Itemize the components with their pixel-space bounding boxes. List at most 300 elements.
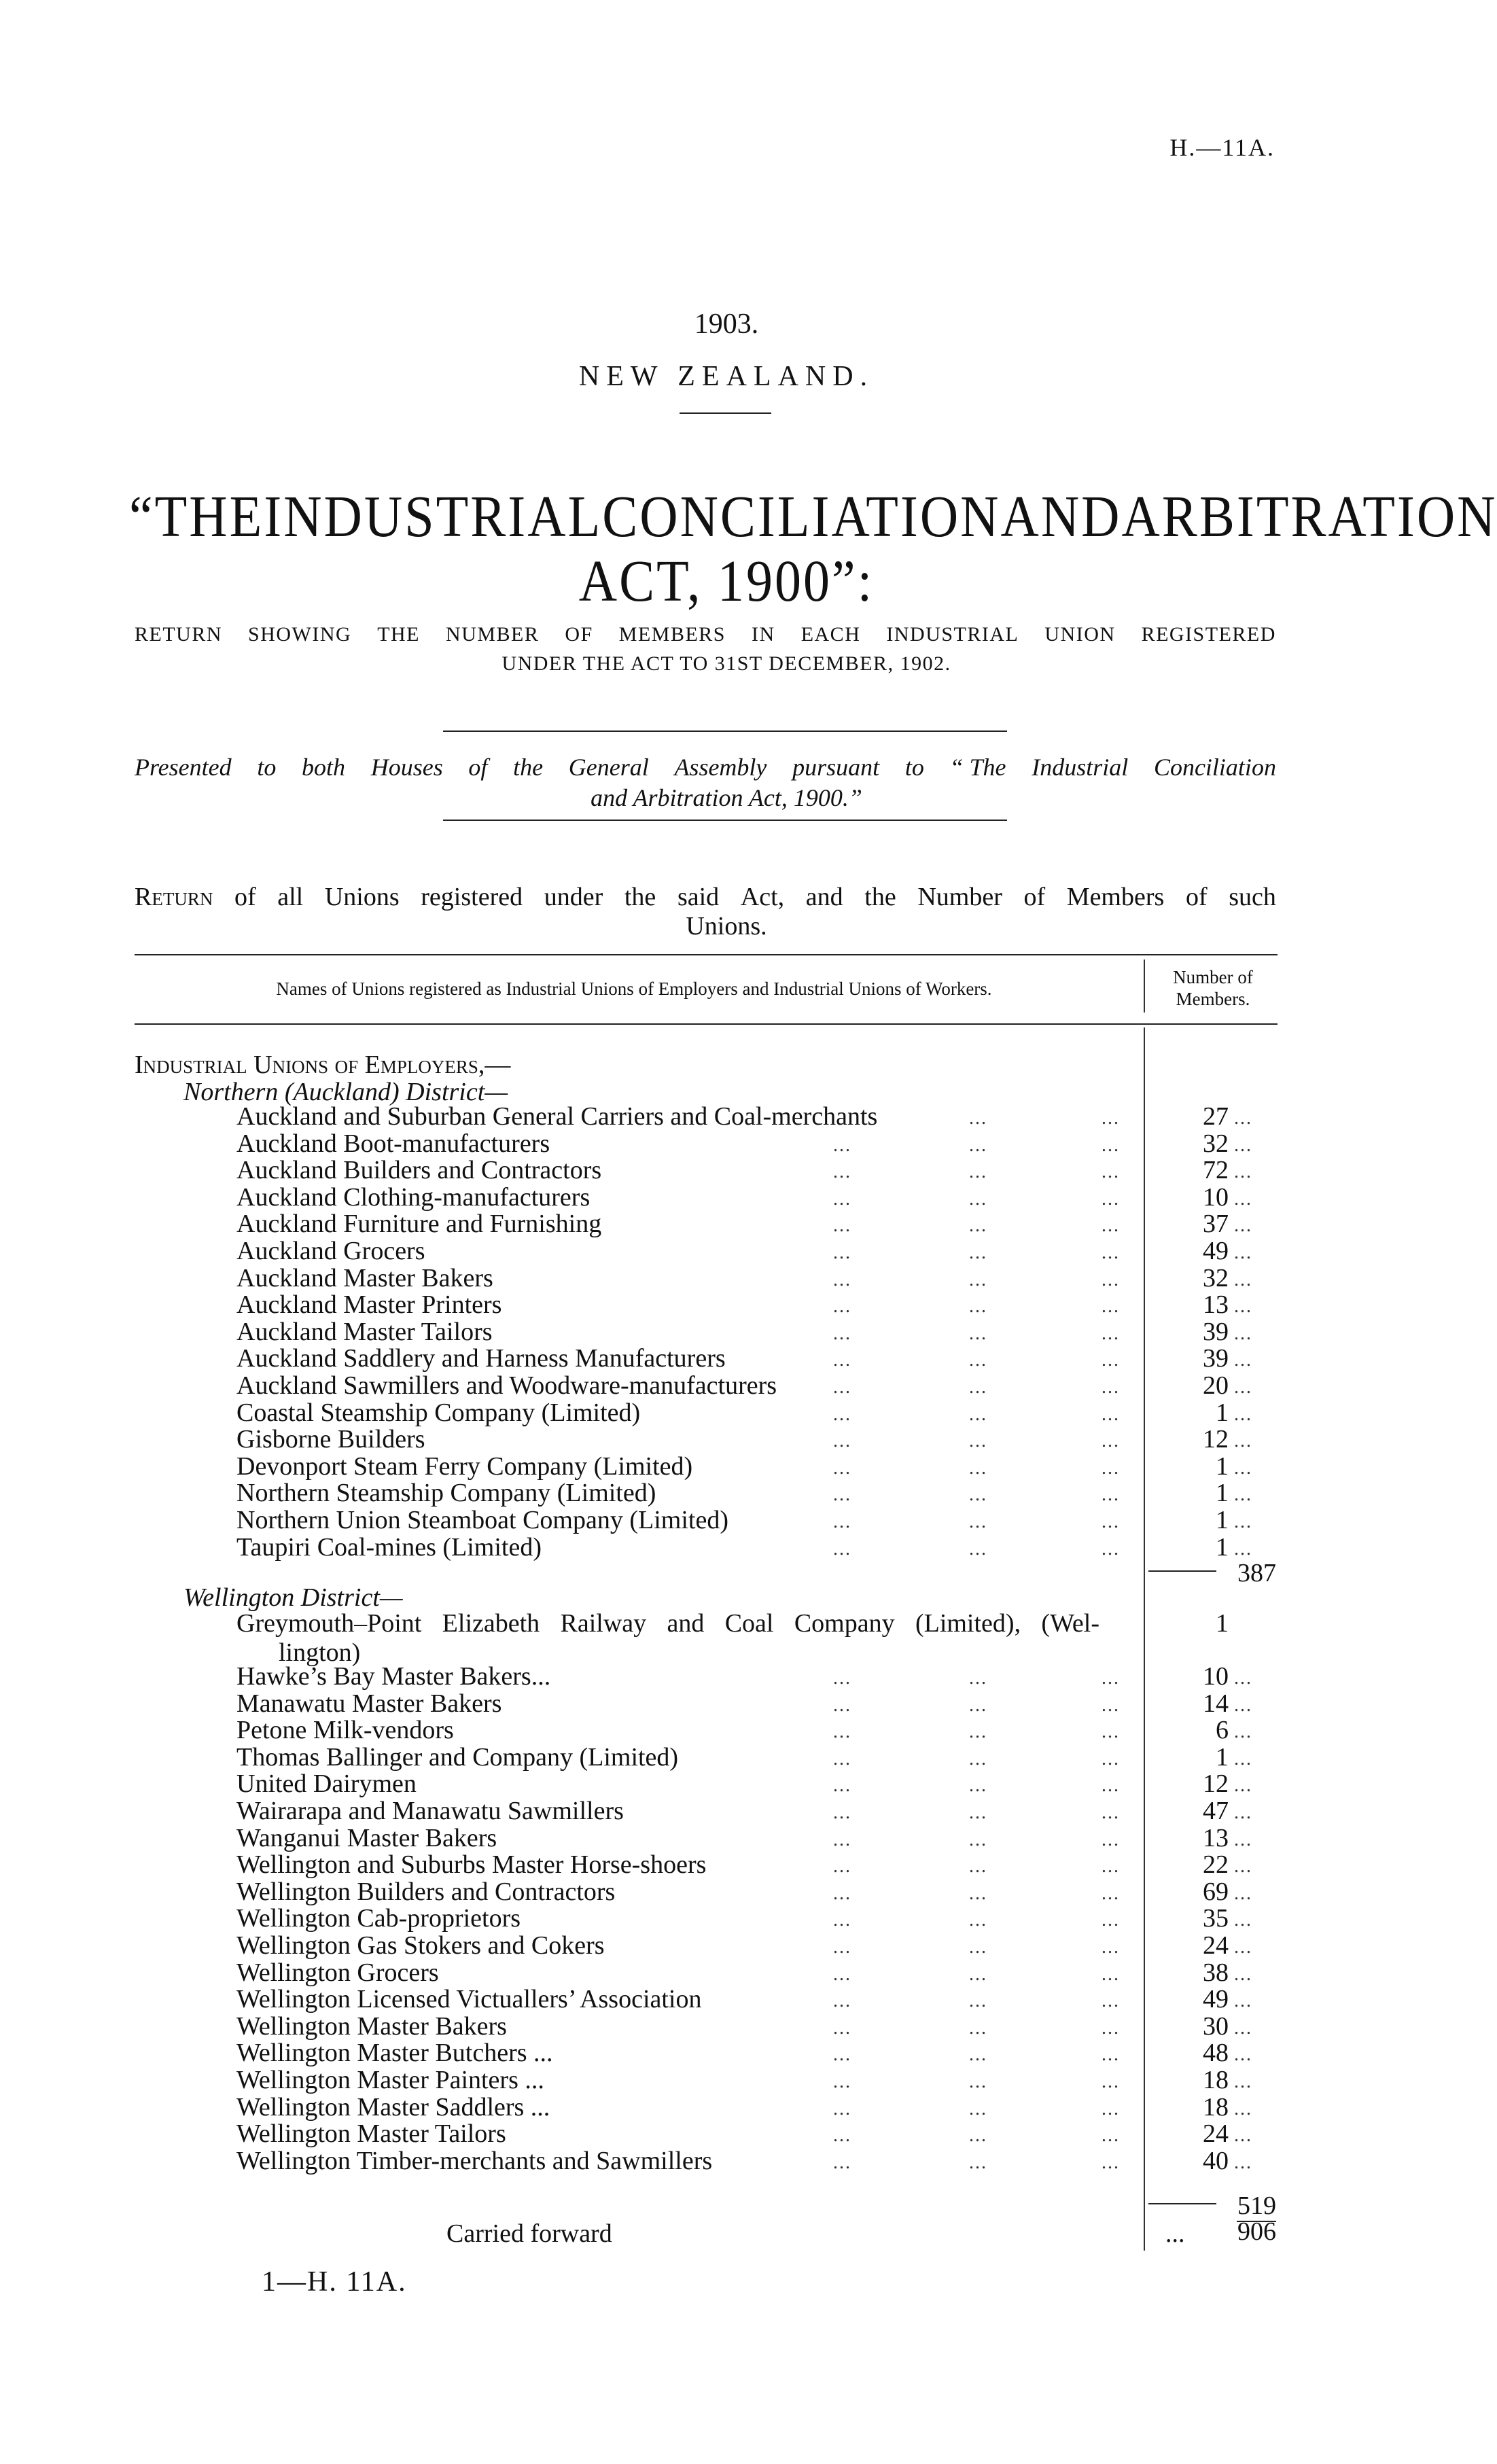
dot-leader: ... <box>1234 1296 1252 1318</box>
dot-leader: ... <box>1102 1296 1120 1318</box>
member-count: 1 <box>1216 1506 1229 1534</box>
return-word: of <box>1023 883 1046 911</box>
dot-leader: ... <box>969 2125 987 2147</box>
member-count: 1 <box>1216 1532 1229 1562</box>
table-row <box>0 2148 1453 2175</box>
presented-word: to <box>904 754 924 781</box>
dot-leader: ... <box>1234 1882 1252 1904</box>
header-column-divider <box>1144 960 1145 1013</box>
subtitle-word: SHOWING <box>248 623 352 646</box>
table-row <box>0 1933 1453 1959</box>
union-name: Auckland Master Printers <box>236 1290 502 1320</box>
presented-word: of <box>468 754 488 781</box>
subtitle-word: MEMBERS <box>618 623 726 646</box>
table-header-rule <box>135 1023 1278 1025</box>
dot-leader: ... <box>969 1538 987 1560</box>
dot-leader: ... <box>969 1215 987 1237</box>
dot-leader: ... <box>969 1377 987 1398</box>
member-count: 22 <box>1203 1850 1229 1880</box>
dot-leader: ... <box>1234 2151 1252 2173</box>
return-description-line2: Unions. <box>686 912 767 940</box>
dot-leader: ... <box>969 1188 987 1210</box>
dot-leader: ... <box>1234 1269 1252 1290</box>
table-row <box>236 1611 1229 1637</box>
return-word: Act, <box>740 883 785 911</box>
dot-leader: ... <box>1234 1350 1252 1371</box>
northern-subtotal-rule <box>1148 1570 1216 1572</box>
presented-word: Presented <box>135 754 232 781</box>
subtitle-word: THE <box>377 623 421 646</box>
column-header-members-line2: Members. <box>1176 989 1250 1009</box>
table-row <box>0 1131 1453 1157</box>
dot-leader: ... <box>1102 1748 1120 1770</box>
table-row <box>0 1664 1453 1690</box>
dot-leader: ... <box>1102 2098 1120 2119</box>
member-count: 20 <box>1203 1371 1229 1400</box>
dot-leader: ... <box>1102 1802 1120 1823</box>
member-count: 10 <box>1203 1662 1229 1691</box>
presented-word: Houses <box>370 754 443 781</box>
carried-forward-total: 906 <box>1237 2217 1276 2246</box>
dot-leader: ... <box>1102 1269 1120 1290</box>
dot-leader: ... <box>833 1350 851 1371</box>
subtitle-word: REGISTERED <box>1141 623 1276 646</box>
table-row <box>0 1852 1453 1878</box>
document-reference: H.—11A. <box>1169 134 1275 161</box>
member-count: 72 <box>1203 1156 1229 1185</box>
dot-leader: ... <box>833 1856 851 1878</box>
dot-leader: ... <box>833 1134 851 1156</box>
dot-leader: ... <box>1102 1511 1120 1532</box>
presented-word: Conciliation <box>1153 754 1276 781</box>
presented-word: to <box>257 754 277 781</box>
union-name: Auckland Sawmillers and Woodware-manufacturers <box>236 1371 777 1400</box>
union-name-word: (Wel- <box>1041 1609 1099 1638</box>
subtitle-word: EACH <box>800 623 861 646</box>
dot-leader: ... <box>1102 1721 1120 1743</box>
table-row <box>0 1345 1453 1372</box>
country-heading: NEW ZEALAND. <box>578 361 875 392</box>
union-name: Thomas Ballinger and Company (Limited) <box>236 1742 679 1772</box>
dot-leader: ... <box>1234 1802 1252 1823</box>
union-name: Wellington Master Tailors <box>236 2119 506 2149</box>
dot-leader: ... <box>1102 1937 1120 1958</box>
dot-leader: ... <box>1102 1403 1120 1425</box>
carried-forward-label: Carried forward <box>446 2219 612 2248</box>
dot-leader: ... <box>1234 1963 1252 1985</box>
dot-leader: ... <box>833 2017 851 2039</box>
document-year: 1903. <box>694 309 759 340</box>
union-name: Auckland Master Bakers <box>236 1263 493 1292</box>
union-name: Hawke’s Bay Master Bakers... <box>236 1662 551 1691</box>
dot-leader: ... <box>1102 1829 1120 1850</box>
member-count: 14 <box>1203 1689 1229 1718</box>
dot-leader: ... <box>1102 1775 1120 1797</box>
table-row <box>0 1480 1453 1507</box>
dot-leader: ... <box>1102 1350 1120 1371</box>
member-count: 6 <box>1216 1716 1229 1745</box>
member-count: 39 <box>1203 1317 1229 1346</box>
column-header-members-line1: Number of <box>1173 967 1253 987</box>
member-count: 49 <box>1203 1237 1229 1265</box>
dot-leader: ... <box>833 1403 851 1425</box>
member-count: 10 <box>1203 1182 1229 1212</box>
dot-leader: ... <box>969 1909 987 1931</box>
union-name: Wairarapa and Manawatu Sawmillers <box>236 1797 624 1825</box>
table-row <box>0 1798 1453 1825</box>
union-name: Auckland Clothing-manufacturers <box>236 1182 591 1212</box>
dot-leader: ... <box>969 2044 987 2066</box>
dot-leader: ... <box>1234 1668 1252 1689</box>
return-subtitle-line1 <box>135 623 1276 646</box>
presented-word: Industrial <box>1032 754 1129 781</box>
dot-leaders <box>0 1717 1252 1744</box>
dot-leader: ... <box>1234 1430 1252 1452</box>
column-header-names: Names of Unions registered as Industrial Unions of Employers and Industrial Unions of Workers. <box>276 979 992 999</box>
table-row <box>0 1960 1453 1986</box>
dot-leader: ... <box>969 1694 987 1716</box>
dot-leader: ... <box>1102 1134 1120 1156</box>
dot-leader: ... <box>1102 2044 1120 2066</box>
return-first-word: Return <box>135 883 213 911</box>
return-word: the <box>624 883 656 911</box>
table-row <box>0 1373 1453 1399</box>
dot-leader: ... <box>833 1748 851 1770</box>
member-count: 30 <box>1203 2011 1229 2041</box>
dot-leader: ... <box>1234 2125 1252 2147</box>
dot-leader: ... <box>833 1963 851 1985</box>
dot-leader: ... <box>1102 1694 1120 1716</box>
dot-leader: ... <box>833 1457 851 1479</box>
union-name: Auckland Grocers <box>236 1237 425 1265</box>
table-row <box>0 1426 1453 1453</box>
table-row <box>0 1292 1453 1318</box>
table-row <box>0 1986 1453 2013</box>
district-heading-wellington: Wellington District— <box>183 1583 403 1612</box>
union-name-word: (Limited), <box>915 1609 1021 1638</box>
dot-leader: ... <box>969 1108 987 1129</box>
presented-word: Assembly <box>674 754 767 781</box>
dot-leader: ... <box>1234 1484 1252 1506</box>
dot-leader: ... <box>833 1296 851 1318</box>
divider-presented <box>443 820 1007 821</box>
dot-leader: ... <box>969 1457 987 1479</box>
table-row <box>0 1265 1453 1292</box>
return-word: such <box>1229 883 1276 911</box>
dot-leader: ... <box>1234 1188 1252 1210</box>
table-row <box>0 1744 1453 1771</box>
dot-leaders <box>0 1534 1252 1561</box>
dot-leader: ... <box>1234 2098 1252 2119</box>
divider-subtitle <box>443 731 1007 732</box>
member-count: 40 <box>1203 2146 1229 2175</box>
dot-leader: ... <box>969 1882 987 1904</box>
table-row <box>0 1534 1453 1561</box>
dot-leader: ... <box>1102 1538 1120 1560</box>
presented-word: both <box>302 754 346 781</box>
dot-leader: ... <box>969 1937 987 1958</box>
dot-leader: ... <box>1234 1215 1252 1237</box>
dot-leader: ... <box>969 1296 987 1318</box>
dot-leader: ... <box>1234 1242 1252 1263</box>
dot-leader: ... <box>1102 2071 1120 2092</box>
return-word: and <box>805 883 843 911</box>
dot-leader: ... <box>1234 1108 1252 1129</box>
dot-leader: ... <box>1234 2017 1252 2039</box>
dot-leader: ... <box>1234 1856 1252 1878</box>
dot-leader: ... <box>1102 1430 1120 1452</box>
dot-leader: ... <box>1102 1161 1120 1183</box>
dot-leader: ... <box>969 1721 987 1743</box>
return-word: under <box>544 883 603 911</box>
union-name: Wellington Grocers <box>236 1958 439 1987</box>
return-description-line1 <box>135 882 1276 912</box>
union-name-word: and <box>667 1609 705 1638</box>
presented-word: “ The <box>949 754 1006 781</box>
dot-leader: ... <box>969 1484 987 1506</box>
return-word: of <box>1185 883 1208 911</box>
dot-leader: ... <box>1102 1188 1120 1210</box>
union-name: Northern Steamship Company (Limited) <box>236 1479 656 1508</box>
member-count: 12 <box>1203 1425 1229 1454</box>
carried-forward-dots: ... <box>1165 2219 1185 2248</box>
dot-leader: ... <box>1234 1721 1252 1743</box>
dot-leader: ... <box>1102 2125 1120 2147</box>
union-name-word: Elizabeth <box>442 1609 540 1638</box>
dot-leader: ... <box>969 1775 987 1797</box>
return-word: Number <box>917 883 1002 911</box>
union-name-continuation: lington) <box>279 1638 361 1667</box>
return-word: registered <box>421 883 523 911</box>
member-count: 13 <box>1203 1290 1229 1320</box>
subtitle-word: NUMBER <box>446 623 540 646</box>
dot-leader: ... <box>833 2125 851 2147</box>
union-name: Wellington Master Butchers ... <box>236 2039 553 2068</box>
dot-leader: ... <box>833 1538 851 1560</box>
dot-leader: ... <box>969 1134 987 1156</box>
title-word: INDUSTRIAL <box>264 482 603 550</box>
table-row <box>0 1905 1453 1932</box>
dot-leader: ... <box>1234 1161 1252 1183</box>
dot-leader: ... <box>1102 1856 1120 1878</box>
dot-leader: ... <box>969 1403 987 1425</box>
dot-leader: ... <box>969 1242 987 1263</box>
dot-leader: ... <box>1102 1909 1120 1931</box>
subtitle-word: OF <box>565 623 593 646</box>
dot-leader: ... <box>1102 1457 1120 1479</box>
dot-leader: ... <box>833 1430 851 1452</box>
dot-leader: ... <box>969 1269 987 1290</box>
dot-leader: ... <box>833 1802 851 1823</box>
dot-leader: ... <box>833 1668 851 1689</box>
district-heading-northern: Northern (Auckland) District— <box>183 1078 508 1106</box>
dot-leader: ... <box>969 2098 987 2119</box>
dot-leader: ... <box>969 1802 987 1823</box>
table-row <box>0 1691 1453 1717</box>
dot-leader: ... <box>1234 1538 1252 1560</box>
union-name: Wellington Gas Stokers and Cokers <box>236 1931 605 1960</box>
table-row <box>0 2013 1453 2040</box>
dot-leader: ... <box>1102 1963 1120 1985</box>
table-row <box>0 1400 1453 1426</box>
divider-country <box>680 412 771 414</box>
union-name: Auckland Master Tailors <box>236 1317 493 1346</box>
dot-leader: ... <box>833 1694 851 1716</box>
member-count: 27 <box>1203 1102 1229 1131</box>
member-count: 35 <box>1203 1904 1229 1933</box>
member-count: 1 <box>1216 1742 1229 1772</box>
dot-leader: ... <box>1234 2044 1252 2066</box>
dot-leader: ... <box>1234 2071 1252 2092</box>
dot-leader: ... <box>969 1511 987 1532</box>
union-name: Auckland Saddlery and Harness Manufacturers <box>236 1344 726 1373</box>
union-name <box>236 1611 1099 1637</box>
table-row <box>0 1211 1453 1237</box>
member-count: 39 <box>1203 1344 1229 1373</box>
subtitle-word: INDUSTRIAL <box>886 623 1019 646</box>
member-count: 24 <box>1203 1931 1229 1960</box>
dot-leader: ... <box>969 2151 987 2173</box>
dot-leader: ... <box>833 1215 851 1237</box>
dot-leader: ... <box>969 1856 987 1878</box>
member-count: 49 <box>1203 1985 1229 2014</box>
member-count: 1 <box>1216 1609 1229 1638</box>
table-row <box>0 1184 1453 1211</box>
northern-subtotal: 387 <box>1237 1559 1276 1587</box>
dot-leader: ... <box>833 1377 851 1398</box>
dot-leader: ... <box>833 1829 851 1850</box>
table-row <box>0 2067 1453 2094</box>
member-count: 13 <box>1203 1823 1229 1852</box>
member-count: 32 <box>1203 1263 1229 1292</box>
member-count: 1 <box>1216 1451 1229 1481</box>
wellington-subtotal-rule <box>1148 2203 1216 2204</box>
dot-leader: ... <box>833 1990 851 2012</box>
dot-leader: ... <box>1102 1668 1120 1689</box>
union-name: Northern Union Steamboat Company (Limited) <box>236 1506 728 1534</box>
dot-leader: ... <box>833 1269 851 1290</box>
union-name: Manawatu Master Bakers <box>236 1689 502 1718</box>
member-count: 1 <box>1216 1398 1229 1427</box>
subtitle-word: IN <box>752 623 775 646</box>
dot-leader: ... <box>1102 1215 1120 1237</box>
page-footer-reference: 1—H. 11A. <box>262 2266 407 2298</box>
dot-leader: ... <box>1234 1829 1252 1850</box>
dot-leader: ... <box>969 1161 987 1183</box>
dot-leader: ... <box>833 1511 851 1532</box>
title-word: AND <box>1000 482 1122 550</box>
union-name: Wellington Master Painters ... <box>236 2066 544 2094</box>
dot-leader: ... <box>833 1188 851 1210</box>
return-word: said <box>677 883 720 911</box>
dot-leader: ... <box>833 1484 851 1506</box>
table-row <box>0 1717 1453 1744</box>
title-word: CONCILIATION <box>602 482 1001 550</box>
act-title-line2: ACT, 1900”: <box>578 547 875 614</box>
dot-leader: ... <box>969 1990 987 2012</box>
column-header-members <box>1148 966 1278 1010</box>
member-count: 18 <box>1203 2066 1229 2094</box>
dot-leader: ... <box>833 1937 851 1958</box>
return-word: all <box>277 883 304 911</box>
dot-leader: ... <box>833 1322 851 1344</box>
member-count: 1 <box>1216 1479 1229 1508</box>
union-name: Auckland Builders and Contractors <box>236 1156 602 1185</box>
dot-leader: ... <box>1234 1377 1252 1398</box>
dot-leader: ... <box>969 1668 987 1689</box>
dot-leader: ... <box>1102 1377 1120 1398</box>
dot-leader: ... <box>833 1161 851 1183</box>
dot-leader: ... <box>1234 1322 1252 1344</box>
table-row <box>0 1507 1453 1534</box>
union-name-word: Company <box>794 1609 895 1638</box>
dot-leader: ... <box>833 2098 851 2119</box>
dot-leader: ... <box>1102 1242 1120 1263</box>
member-count: 37 <box>1203 1210 1229 1239</box>
return-word: of <box>234 883 256 911</box>
dot-leader: ... <box>833 1242 851 1263</box>
union-name: Wellington Master Saddlers ... <box>236 2092 550 2122</box>
table-row <box>0 1825 1453 1852</box>
presented-word: General <box>568 754 649 781</box>
dot-leader: ... <box>969 1963 987 1985</box>
dot-leader: ... <box>833 1882 851 1904</box>
presented-line1 <box>135 753 1276 781</box>
union-name-word: Coal <box>724 1609 774 1638</box>
table-row <box>0 1157 1453 1184</box>
title-word: ARBITRATION <box>1121 482 1497 550</box>
dot-leader: ... <box>1234 1511 1252 1532</box>
member-count: 12 <box>1203 1770 1229 1799</box>
dot-leader: ... <box>969 2071 987 2092</box>
return-word: Unions <box>324 883 400 911</box>
dot-leader: ... <box>1102 1882 1120 1904</box>
dot-leader: ... <box>1234 1134 1252 1156</box>
dot-leader: ... <box>1234 1775 1252 1797</box>
union-name-word: Greymouth–Point <box>236 1609 422 1638</box>
dot-leader: ... <box>1102 2017 1120 2039</box>
dot-leader: ... <box>1234 1694 1252 1716</box>
dot-leader: ... <box>969 1350 987 1371</box>
table-row <box>0 2121 1453 2147</box>
subtitle-word: UNION <box>1044 623 1116 646</box>
member-count: 69 <box>1203 1877 1229 1906</box>
table-top-rule <box>135 954 1278 955</box>
presented-word: pursuant <box>792 754 880 781</box>
dot-leader: ... <box>833 2071 851 2092</box>
dot-leader: ... <box>1234 1457 1252 1479</box>
union-name: Auckland and Suburban General Carriers and Coal-merchants <box>236 1102 878 1131</box>
dot-leader: ... <box>833 2151 851 2173</box>
dot-leader: ... <box>1234 1937 1252 1958</box>
presented-line2: and Arbitration Act, 1900.” <box>591 784 862 811</box>
dot-leader: ... <box>969 1430 987 1452</box>
table-row <box>0 1319 1453 1345</box>
subtitle-word: RETURN <box>135 623 222 646</box>
union-name: Wellington Timber-merchants and Sawmillers <box>236 2146 713 2175</box>
table-row <box>0 2040 1453 2066</box>
union-name: Wellington Builders and Contractors <box>236 1877 616 1906</box>
union-name: Petone Milk-vendors <box>236 1716 454 1745</box>
union-name: Gisborne Builders <box>236 1425 425 1454</box>
dot-leader: ... <box>969 1322 987 1344</box>
dot-leader: ... <box>833 1721 851 1743</box>
dot-leader: ... <box>1234 1748 1252 1770</box>
table-row <box>0 2094 1453 2121</box>
dot-leader: ... <box>833 1909 851 1931</box>
member-count: 18 <box>1203 2092 1229 2122</box>
union-name: United Dairymen <box>236 1770 417 1799</box>
